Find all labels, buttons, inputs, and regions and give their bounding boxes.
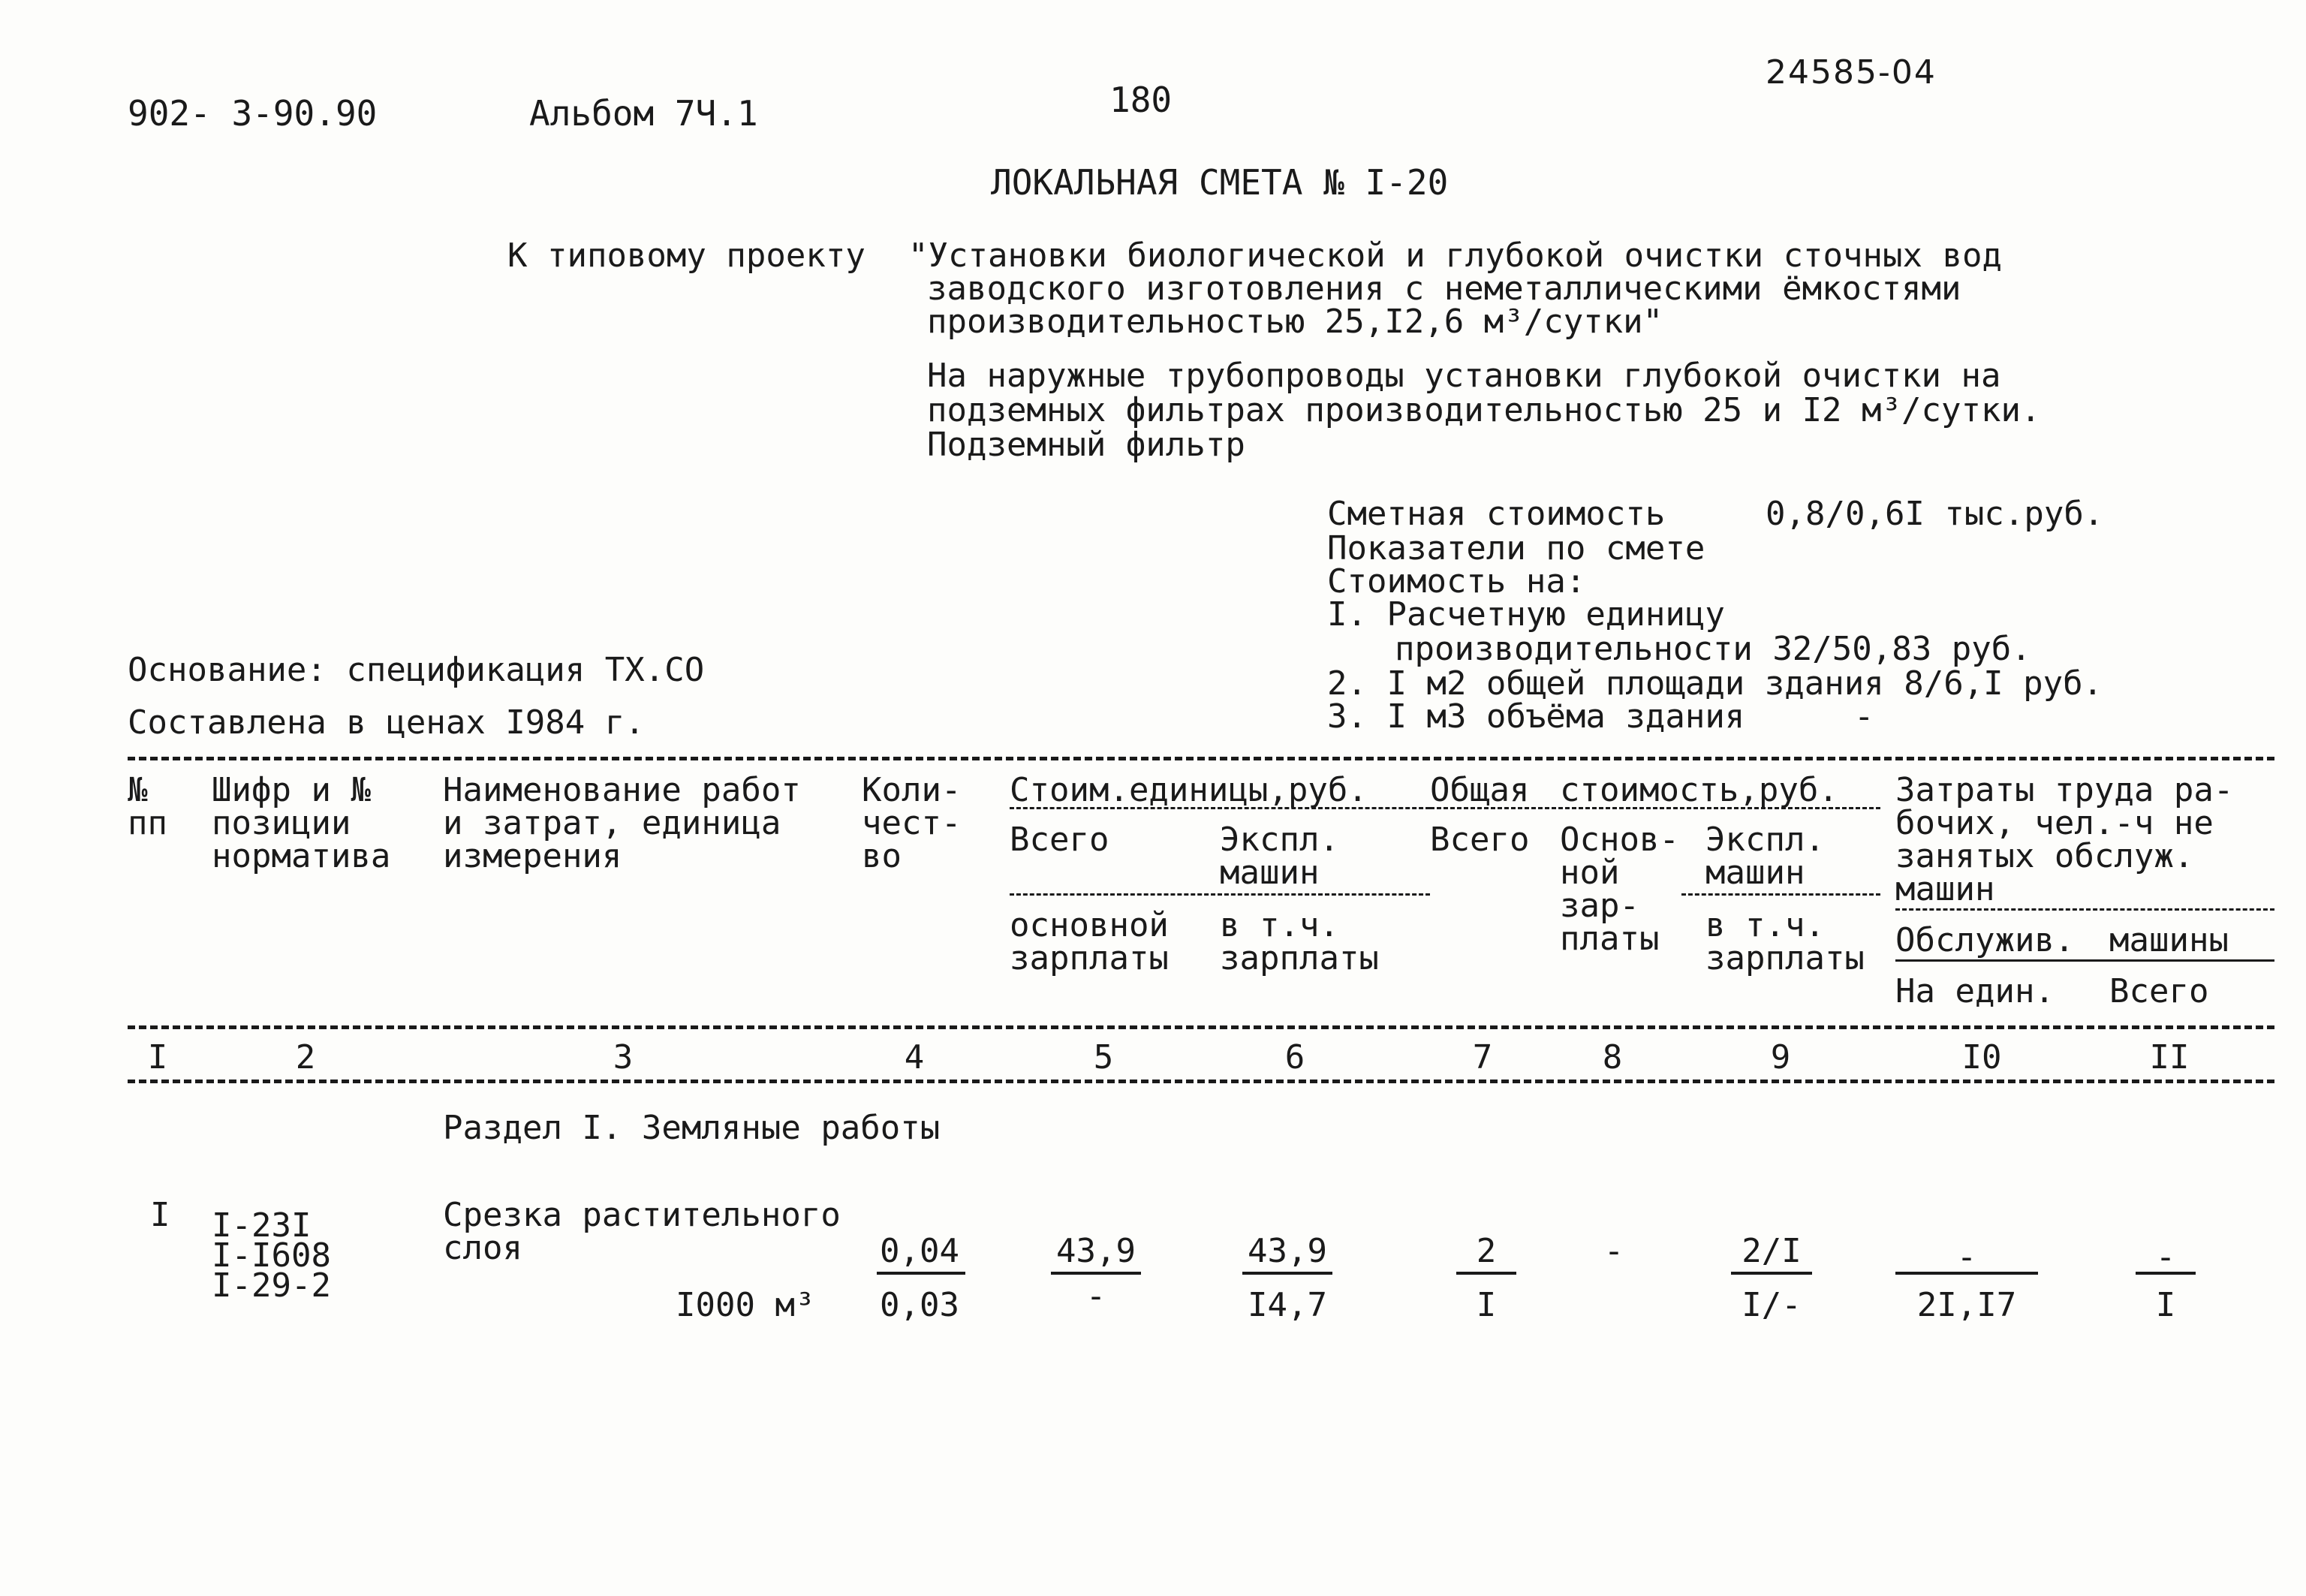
- col2-head-1: Шифр и №: [212, 771, 371, 809]
- numbers-bottom-rule: [128, 1080, 2274, 1083]
- col8-head-3: зар-: [1560, 887, 1639, 925]
- row-number: I: [150, 1196, 170, 1234]
- total-mach: 2/I: [1742, 1232, 1802, 1270]
- page-number: 180: [1109, 80, 1173, 120]
- section-title: Раздел I. Земляные работы: [443, 1109, 941, 1147]
- col9-head-bottom-1: в т.ч.: [1705, 906, 1825, 944]
- total-cost-head-b: стоимость,руб.: [1560, 771, 1838, 809]
- stamp-number: 24585-04: [1766, 53, 1937, 92]
- col9-head-top-1: Экспл.: [1705, 821, 1825, 859]
- total-cost-underline: [1430, 807, 1880, 809]
- col9-head-bottom-2: зарплаты: [1705, 939, 1865, 977]
- project-line-3: производительностью 25,I2,6 м³/сутки": [927, 303, 1663, 341]
- indicator-2: 2. I м2 общей площади здания 8/6,I руб.: [1327, 664, 2103, 703]
- col4-head-1: Коли-: [862, 771, 962, 809]
- labor-head-3: занятых обслуж.: [1895, 837, 2194, 875]
- unit-cost-underline: [1010, 807, 1430, 809]
- unit-mach-wage: I4,7: [1248, 1286, 1327, 1324]
- total-wage: -: [1603, 1232, 1624, 1270]
- row-code-1: I-23I: [212, 1206, 312, 1245]
- unit-cost-mid-rule: [1010, 893, 1430, 896]
- column-number: 2: [295, 1038, 316, 1077]
- col1-head-1: №: [128, 771, 148, 809]
- prices-line: Составлена в ценах I984 г.: [128, 703, 645, 742]
- col6-head-bottom-2: зарплаты: [1220, 939, 1379, 977]
- basis-line: Основание: спецификация ТХ.СО: [128, 651, 705, 689]
- indicator-1b: производительности 32/50,83 руб.: [1395, 630, 2031, 668]
- col7-head: Всего: [1430, 821, 1530, 859]
- unit-cost-head: Стоим.единицы,руб.: [1010, 771, 1368, 809]
- qty-bottom: 0,03: [880, 1286, 959, 1324]
- total-mach-bar: [1731, 1272, 1812, 1275]
- labor-unit-bar: [1895, 1272, 2038, 1275]
- qty-fraction-bar: [877, 1272, 965, 1275]
- col6-head-top-1: Экспл.: [1220, 821, 1339, 859]
- subject-line-2: подземных фильтрах производительностью 25 и I2 м³/сутки.: [927, 391, 2041, 429]
- unit-total: 43,9: [1056, 1232, 1136, 1270]
- serve-head: Обслужив.: [1895, 921, 2075, 959]
- labor-total-bottom: I: [2155, 1286, 2176, 1324]
- total-top: 2: [1476, 1232, 1497, 1270]
- col3-head-3: измерения: [443, 837, 622, 875]
- col5-head-bottom-1: основной: [1010, 906, 1169, 944]
- cost-on-label: Стоимость на:: [1327, 562, 1586, 601]
- column-number: 3: [613, 1038, 634, 1077]
- doc-code: 902- 3-90.90: [128, 93, 378, 134]
- total-head: Всего: [2109, 972, 2209, 1010]
- machines-head: машины: [2109, 921, 2229, 959]
- column-number: 5: [1093, 1038, 1114, 1077]
- col6-head-top-2: машин: [1220, 854, 1320, 892]
- subject-line-1: На наружные трубопроводы установки глубокой очистки на: [927, 357, 2001, 395]
- col3-head-2: и затрат, единица: [443, 804, 781, 842]
- col1-head-2: пп: [128, 804, 167, 842]
- column-number: 7: [1472, 1038, 1493, 1077]
- row-code-2: I-I608: [212, 1236, 331, 1275]
- per-unit-head: На един.: [1895, 972, 2055, 1010]
- total-cost-head-a: Общая: [1430, 771, 1530, 809]
- row-name-2: слоя: [443, 1229, 522, 1267]
- total-bottom: I: [1476, 1286, 1497, 1324]
- indicator-3: 3. I м3 объёма здания: [1327, 697, 1745, 736]
- col8-head-2: ной: [1560, 854, 1620, 892]
- labor-head-1: Затраты труда ра-: [1895, 771, 2234, 809]
- col5-head-top: Всего: [1010, 821, 1109, 859]
- unit-wage: -: [1085, 1277, 1106, 1315]
- col3-head-1: Наименование работ: [443, 771, 801, 809]
- col8-head-4: платы: [1560, 920, 1660, 958]
- header-bottom-rule: [128, 1025, 2274, 1029]
- total-mach-wage: I/-: [1742, 1286, 1802, 1324]
- serve-underline: [1895, 959, 2274, 962]
- column-number: 9: [1770, 1038, 1791, 1077]
- labor-head-2: бочих, чел.-ч не: [1895, 804, 2214, 842]
- cost-label: Сметная стоимость: [1327, 495, 1666, 533]
- col2-head-3: норматива: [212, 837, 391, 875]
- col5-head-bottom-2: зарплаты: [1010, 939, 1169, 977]
- col9-head-top-2: машин: [1705, 854, 1805, 892]
- project-line-2: заводского изготовления с неметаллическими ёмкостями: [927, 270, 1961, 308]
- cost-value: 0,8/0,6I тыс.руб.: [1766, 495, 2104, 533]
- indicator-3-value: -: [1854, 697, 1874, 736]
- qty-top: 0,04: [880, 1232, 959, 1270]
- labor-total-bar: [2136, 1272, 2196, 1275]
- unit-mach-bar: [1242, 1272, 1332, 1275]
- total-bar: [1456, 1272, 1516, 1275]
- labor-unit-bottom: 2I,I7: [1916, 1286, 2017, 1324]
- indicators-label: Показатели по смете: [1327, 529, 1705, 568]
- row-unit: I000 м³: [676, 1286, 815, 1324]
- labor-head-4: машин: [1895, 870, 1995, 908]
- col2-head-2: позиции: [212, 804, 351, 842]
- col9-mid-rule: [1681, 893, 1880, 896]
- labor-mid-rule: [1895, 908, 2274, 911]
- column-number: 8: [1602, 1038, 1623, 1077]
- column-number: I0: [1961, 1038, 2002, 1077]
- row-code-3: I-29-2: [212, 1266, 331, 1305]
- col4-head-3: во: [862, 837, 902, 875]
- column-number: I: [147, 1038, 168, 1077]
- table-top-rule: [128, 757, 2274, 760]
- row-name-1: Срезка растительного: [443, 1196, 841, 1234]
- subject-line-3: Подземный фильтр: [927, 426, 1245, 464]
- col8-head-1: Основ-: [1560, 821, 1679, 859]
- project-line-1: "Установки биологической и глубокой очистки сточных вод: [908, 236, 2002, 275]
- labor-unit-top: -: [1956, 1238, 1977, 1276]
- column-number: II: [2149, 1038, 2190, 1077]
- album-label: Альбом 7Ч.1: [529, 93, 758, 134]
- col6-head-bottom-1: в т.ч.: [1220, 906, 1339, 944]
- col4-head-2: чест-: [862, 804, 962, 842]
- project-lead: К типовому проекту: [507, 236, 866, 275]
- column-number: 6: [1284, 1038, 1305, 1077]
- unit-mach: 43,9: [1248, 1232, 1327, 1270]
- labor-total-top: -: [2155, 1238, 2176, 1276]
- document-title: ЛОКАЛЬНАЯ СМЕТА № I-20: [991, 162, 1449, 203]
- column-number: 4: [904, 1038, 925, 1077]
- unit-total-bar: [1051, 1272, 1141, 1275]
- indicator-1a: I. Расчетную единицу: [1327, 595, 1725, 634]
